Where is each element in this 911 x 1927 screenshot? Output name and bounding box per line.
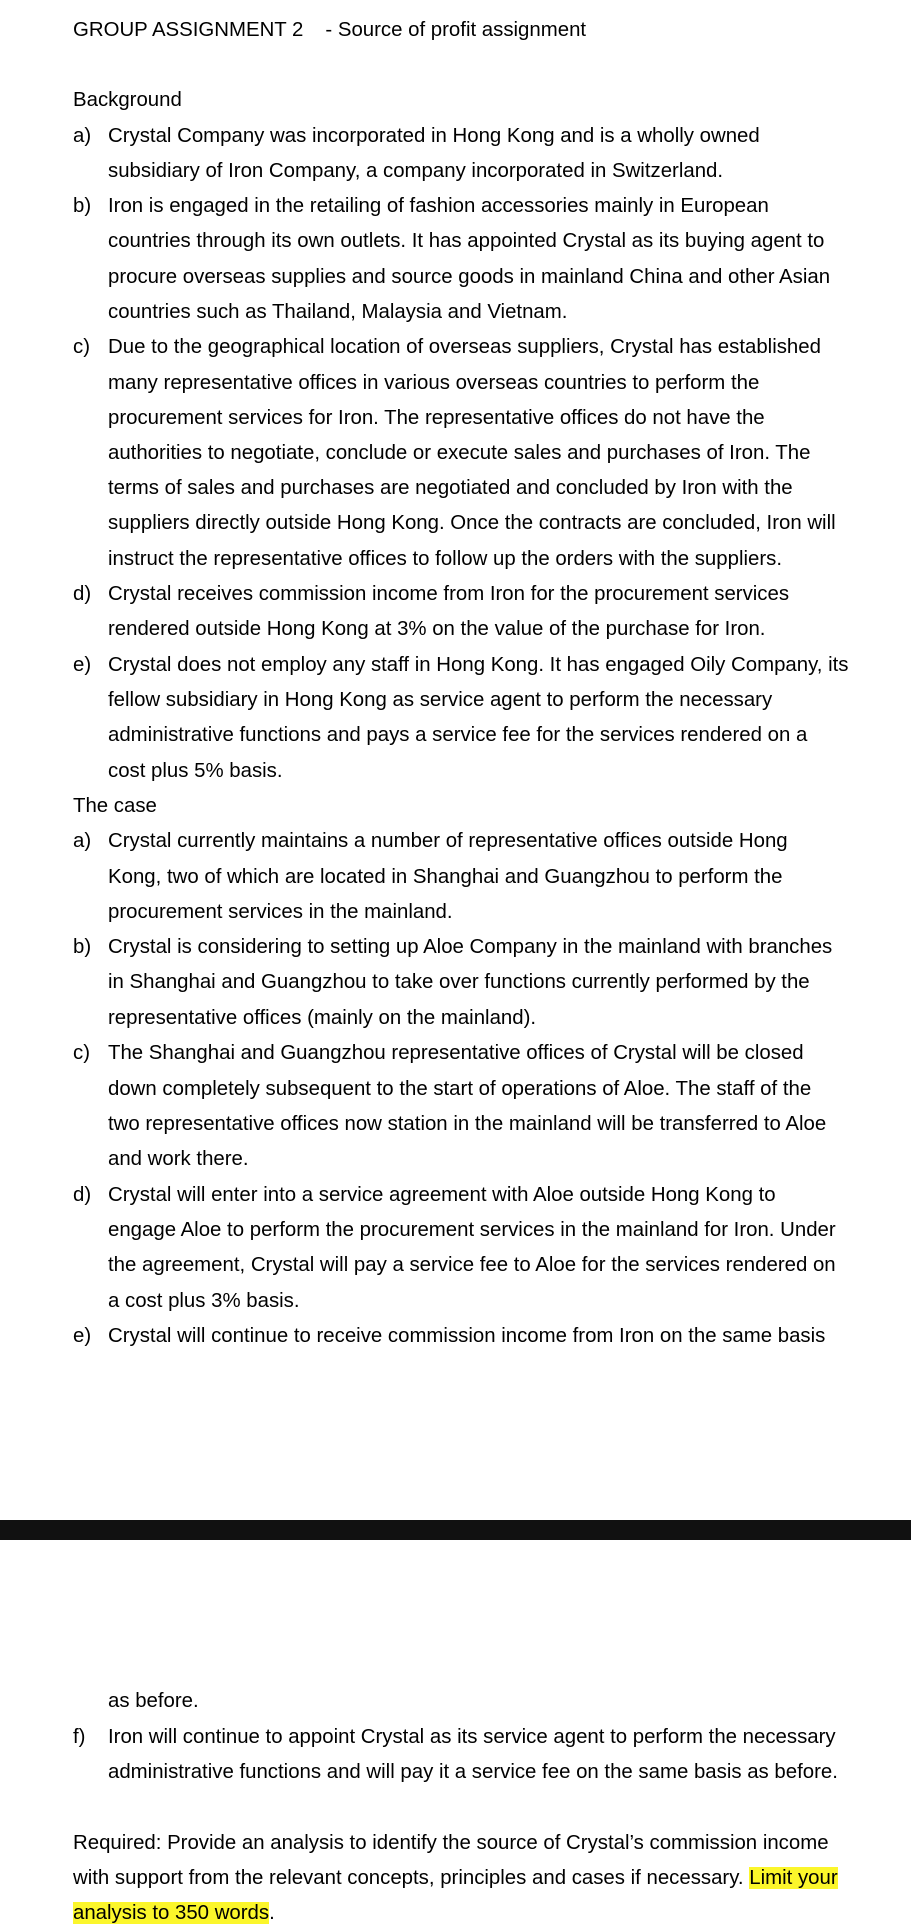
list-marker: e) — [73, 1325, 92, 1347]
word-limit-highlight: Limit your — [749, 1867, 838, 1889]
required-line — [73, 1899, 275, 1927]
paragraph-line: engage Aloe to perform the procurement services in the mainland for Iron. Under — [108, 1219, 836, 1241]
list-marker: a) — [73, 125, 92, 147]
paragraph-line: terms of sales and purchases are negotiated and concluded by Iron with the — [108, 477, 793, 499]
paragraph-line: Crystal currently maintains a number of representative offices outside Hong — [108, 830, 788, 852]
paragraph-line: Crystal receives commission income from Iron for the procurement services — [108, 583, 790, 605]
required-line — [73, 1864, 838, 1892]
paragraph-line: administrative functions and pays a service fee for the services rendered on a — [108, 724, 808, 746]
paragraph-line: down completely subsequent to the start of operations of Aloe. The staff of the — [108, 1078, 812, 1100]
paragraph-line: Crystal is considering to setting up Aloe Company in the mainland with branches — [108, 936, 833, 958]
paragraph-line: cost plus 5% basis. — [108, 760, 283, 782]
paragraph-line: procure overseas supplies and source goods in mainland China and other Asian — [108, 266, 831, 288]
paragraph-line: and work there. — [108, 1148, 249, 1170]
paragraph-line: Crystal Company was incorporated in Hong Kong and is a wholly owned — [108, 125, 760, 147]
paragraph-line: Kong, two of which are located in Shanghai and Guangzhou to perform the — [108, 866, 783, 888]
paragraph-line: countries such as Thailand, Malaysia and Vietnam. — [108, 301, 568, 323]
paragraph-line: authorities to negotiate, conclude or execute sales and purchases of Iron. The — [108, 442, 811, 464]
paragraph-line: many representative offices in various overseas countries to perform the — [108, 372, 760, 394]
paragraph-line: rendered outside Hong Kong at 3% on the value of the purchase for Iron. — [108, 618, 766, 640]
paragraph-line: The Shanghai and Guangzhou representative offices of Crystal will be closed — [108, 1042, 804, 1064]
paragraph-line: Crystal will continue to receive commission income from Iron on the same basis — [108, 1325, 826, 1347]
list-marker: f) — [73, 1726, 86, 1748]
case-heading: The case — [73, 795, 157, 817]
paragraph-line: Crystal will enter into a service agreement with Aloe outside Hong Kong to — [108, 1184, 776, 1206]
assignment-title — [73, 16, 586, 44]
paragraph-line: Iron is engaged in the retailing of fashion accessories mainly in European — [108, 195, 769, 217]
paragraph-line: countries through its own outlets. It has appointed Crystal as its buying agent to — [108, 230, 825, 252]
paragraph-line: representative offices (mainly on the mainland). — [108, 1007, 537, 1029]
list-marker: c) — [73, 336, 90, 358]
paragraph-line: a cost plus 3% basis. — [108, 1290, 300, 1312]
list-marker: b) — [73, 195, 92, 217]
word-limit-highlight: analysis to 350 words — [73, 1902, 270, 1924]
list-marker: b) — [73, 936, 92, 958]
title-sub: - Source of profit assignment — [325, 19, 587, 41]
paragraph-line: subsidiary of Iron Company, a company incorporated in Switzerland. — [108, 160, 724, 182]
paragraph-line: instruct the representative offices to follow up the orders with the suppliers. — [108, 548, 782, 570]
paragraph-line: Crystal does not employ any staff in Hong Kong. It has engaged Oily Company, its — [108, 654, 849, 676]
paragraph-line: administrative functions and will pay it a service fee on the same basis as before. — [108, 1761, 838, 1783]
paragraph-line: procurement services for Iron. The representative offices do not have the — [108, 407, 765, 429]
paragraph-line: fellow subsidiary in Hong Kong as service agent to perform the necessary — [108, 689, 773, 711]
paragraph-line: the agreement, Crystal will pay a service fee to Aloe for the services rendered on — [108, 1254, 836, 1276]
required-line: Required: Provide an analysis to identify the source of Crystal’s commission income — [73, 1832, 829, 1854]
title-main: GROUP ASSIGNMENT 2 — [73, 19, 304, 41]
list-marker: a) — [73, 830, 92, 852]
paragraph-line: Due to the geographical location of overseas suppliers, Crystal has established — [108, 336, 821, 358]
required-text: with support from the relevant concepts, principles and cases if necessary. — [73, 1867, 750, 1889]
list-marker: d) — [73, 583, 92, 605]
paragraph-line: Iron will continue to appoint Crystal as its service agent to perform the necessary — [108, 1726, 836, 1748]
paragraph-line: as before. — [108, 1690, 199, 1712]
required-text: . — [269, 1902, 275, 1924]
list-marker: c) — [73, 1042, 90, 1064]
list-marker: e) — [73, 654, 92, 676]
page-break-bar — [0, 1520, 911, 1540]
background-heading: Background — [73, 89, 182, 111]
paragraph-line: two representative offices now station in the mainland will be transferred to Aloe — [108, 1113, 827, 1135]
list-marker: d) — [73, 1184, 92, 1206]
paragraph-line: suppliers directly outside Hong Kong. Once the contracts are concluded, Iron will — [108, 512, 836, 534]
paragraph-line: in Shanghai and Guangzhou to take over functions currently performed by the — [108, 971, 810, 993]
paragraph-line: procurement services in the mainland. — [108, 901, 453, 923]
